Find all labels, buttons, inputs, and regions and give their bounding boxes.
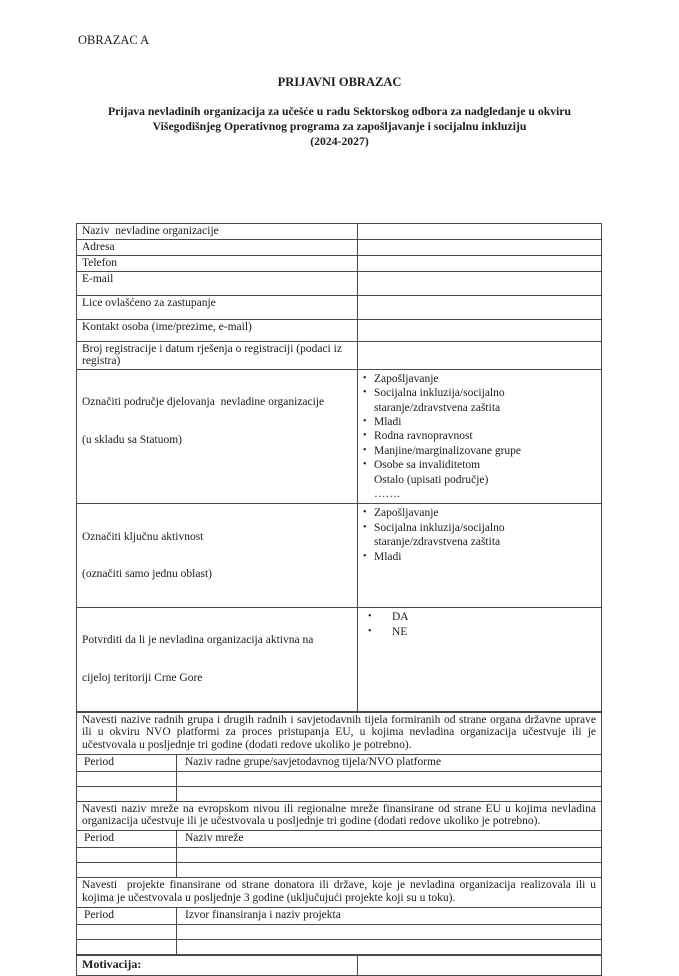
- bullet-icon: •: [368, 625, 372, 637]
- field-label: [77, 608, 358, 711]
- table-row-lice: [77, 295, 601, 319]
- subtitle-line: Prijava nevladinih organizacija za učešće u radu Sektorskog odbora za nadgledanje u okviru: [108, 105, 571, 118]
- option-item[interactable]: [363, 506, 597, 520]
- field-value-cell[interactable]: [358, 320, 601, 341]
- option-label: Rodna ravnopravnost: [374, 430, 473, 443]
- period-column-header: Period: [77, 755, 177, 771]
- bullet-icon: •: [368, 611, 372, 623]
- dotted-fill-line[interactable]: …….: [374, 488, 400, 501]
- field-label: Broj registracije i datum rješenja o registraciji (podaci iz registra): [77, 342, 358, 369]
- field-value-cell[interactable]: [358, 272, 601, 295]
- table-row-telefon: [77, 255, 601, 271]
- option-item[interactable]: [363, 372, 597, 386]
- field-label: [77, 504, 358, 607]
- period-input-cell[interactable]: [77, 772, 177, 786]
- subtable-empty-row: [77, 939, 601, 954]
- bullet-icon: •: [363, 521, 367, 533]
- field-label: Naziv nevladine organizacije: [77, 224, 358, 239]
- field-label: Adresa: [77, 240, 358, 255]
- bullet-icon: •: [363, 372, 367, 384]
- period-input-cell[interactable]: [77, 863, 177, 877]
- subtable-empty-row: [77, 847, 601, 862]
- table-row-email: [77, 271, 601, 295]
- section-intro-projekti: Navesti projekte finansirane od strane donatora ili države, koje je nevladina organizacija realizovala ili u kojima je učestvovala u posljednje 3 godine (uključujući projekte koji su u toku).: [77, 877, 601, 907]
- field-label: Telefon: [77, 256, 358, 271]
- period-column-header: Period: [77, 908, 177, 924]
- option-item[interactable]: [363, 386, 597, 415]
- subtable-empty-row: [77, 771, 601, 786]
- description-column-header: Naziv radne grupe/savjetodavnog tijela/NVO platforme: [185, 755, 442, 768]
- option-item-ne[interactable]: [363, 625, 597, 639]
- label-line: cijeloj teritoriji Crne Gore: [82, 672, 203, 685]
- subtable-header-row: [77, 830, 601, 847]
- option-item[interactable]: [363, 550, 597, 564]
- subtable-header-row: [77, 907, 601, 924]
- option-item[interactable]: [363, 521, 597, 550]
- table-row-kljucna-aktivnost: [77, 503, 601, 607]
- bullet-icon: •: [363, 507, 367, 519]
- description-column-header: Izvor finansiranja i naziv projekta: [185, 909, 341, 921]
- table-row-motivacija: [77, 954, 601, 975]
- option-label: DA: [392, 611, 409, 624]
- option-label: NE: [392, 625, 408, 638]
- label-line: (u skladu sa Statuom): [82, 433, 182, 446]
- bullet-icon: •: [363, 387, 367, 399]
- option-label: Zapošljavanje: [374, 372, 439, 385]
- table-row-naziv: [77, 224, 601, 239]
- description-input-cell[interactable]: [177, 863, 601, 877]
- description-input-cell[interactable]: [177, 787, 601, 801]
- subtitle-line: Višegodišnjeg Operativnog programa za zapošljavanje i socijalnu inkluziju: [152, 119, 527, 133]
- form-subtitle: [0, 105, 679, 149]
- label-line: (označiti samo jednu oblast): [82, 568, 212, 581]
- description-input-cell[interactable]: [177, 772, 601, 786]
- option-label: Socijalna inkluzija/socijalno staranje/zdravstvena zaštita: [374, 521, 505, 549]
- table-row-kontakt: [77, 319, 601, 341]
- section-intro-radne-grupe: Navesti nazive radnih grupa i drugih radnih i savjetodavnih tijela formiranih od strane organa državne uprave ili u okviru NVO platformi za proces pristupanja EU, u kojima nevladina organizacija učestvuje ili je učestvovala u posljednje tri godine (dodati redove ukoliko je potrebno).: [77, 711, 601, 754]
- section-intro-mreze: Navesti naziv mreže na evropskom nivou ili regionalne mreže finansirane od strane EU u kojima nevladina organizacija učestvuje ili je učestvovala u posljednje tri godine (dodati redove ukoliko je potrebno).: [77, 801, 601, 831]
- table-row-podrucje-djelovanja: [77, 369, 601, 504]
- label-line: Potvrditi da li je nevladina organizacija aktivna na: [82, 634, 314, 647]
- bullet-icon: •: [363, 550, 367, 562]
- options-cell: [358, 608, 601, 711]
- subtable-empty-row: [77, 862, 601, 877]
- bullet-icon: •: [363, 430, 367, 442]
- description-input-cell[interactable]: [177, 925, 601, 939]
- subtitle-line: (2024-2027): [310, 134, 369, 148]
- application-form-table: [76, 223, 602, 976]
- table-row-adresa: [77, 239, 601, 255]
- period-input-cell[interactable]: [77, 925, 177, 939]
- option-label: Mladi: [374, 550, 402, 563]
- table-row-aktivna-teritorija: [77, 607, 601, 711]
- option-label: Socijalna inkluzija/socijalno staranje/zdravstvena zaštita: [374, 387, 505, 414]
- options-cell: [358, 504, 601, 607]
- period-input-cell[interactable]: [77, 940, 177, 954]
- field-label: [77, 370, 358, 504]
- field-value-cell[interactable]: [358, 224, 601, 239]
- option-item[interactable]: [363, 415, 597, 429]
- option-item[interactable]: [363, 458, 597, 472]
- option-label: Manjine/marginalizovane grupe: [374, 444, 522, 457]
- option-item[interactable]: [363, 444, 597, 458]
- description-input-cell[interactable]: [177, 940, 601, 954]
- bullet-icon: •: [363, 459, 367, 471]
- description-input-cell[interactable]: [177, 848, 601, 862]
- subtable-empty-row: [77, 924, 601, 939]
- option-label: Osobe sa invaliditetom: [374, 459, 481, 472]
- field-label: E-mail: [77, 272, 358, 295]
- motivation-value-cell[interactable]: [358, 956, 601, 975]
- description-column-header: Naziv mreže: [185, 832, 244, 845]
- motivation-label: Motivacija:: [77, 956, 358, 975]
- subtable-empty-row: [77, 786, 601, 801]
- label-line: Označiti ključnu aktivnost: [82, 530, 204, 543]
- label-line: Označiti područje djelovanja nevladine organizacije: [82, 395, 325, 408]
- option-item[interactable]: [363, 429, 597, 443]
- field-value-cell[interactable]: [358, 342, 601, 369]
- period-input-cell[interactable]: [77, 848, 177, 862]
- field-value-cell[interactable]: [358, 296, 601, 319]
- option-label: Mladi: [374, 415, 402, 428]
- field-value-cell[interactable]: [358, 256, 601, 271]
- form-code: OBRAZAC A: [78, 33, 150, 47]
- field-label: Lice ovlašćeno za zastupanje: [77, 296, 358, 319]
- option-other-label: Ostalo (upisati područje): [374, 473, 489, 486]
- subtable-header-row: [77, 754, 601, 771]
- options-cell: [358, 370, 601, 504]
- field-value-cell[interactable]: [358, 240, 601, 255]
- period-column-header: Period: [77, 831, 177, 847]
- period-input-cell[interactable]: [77, 787, 177, 801]
- bullet-icon: •: [363, 415, 367, 427]
- option-label: Zapošljavanje: [374, 507, 439, 520]
- bullet-icon: •: [363, 444, 367, 456]
- option-item-da[interactable]: [363, 610, 597, 624]
- form-title: PRIJAVNI OBRAZAC: [277, 75, 402, 89]
- field-label: Kontakt osoba (ime/prezime, e-mail): [77, 320, 358, 341]
- table-row-registracija: [77, 341, 601, 369]
